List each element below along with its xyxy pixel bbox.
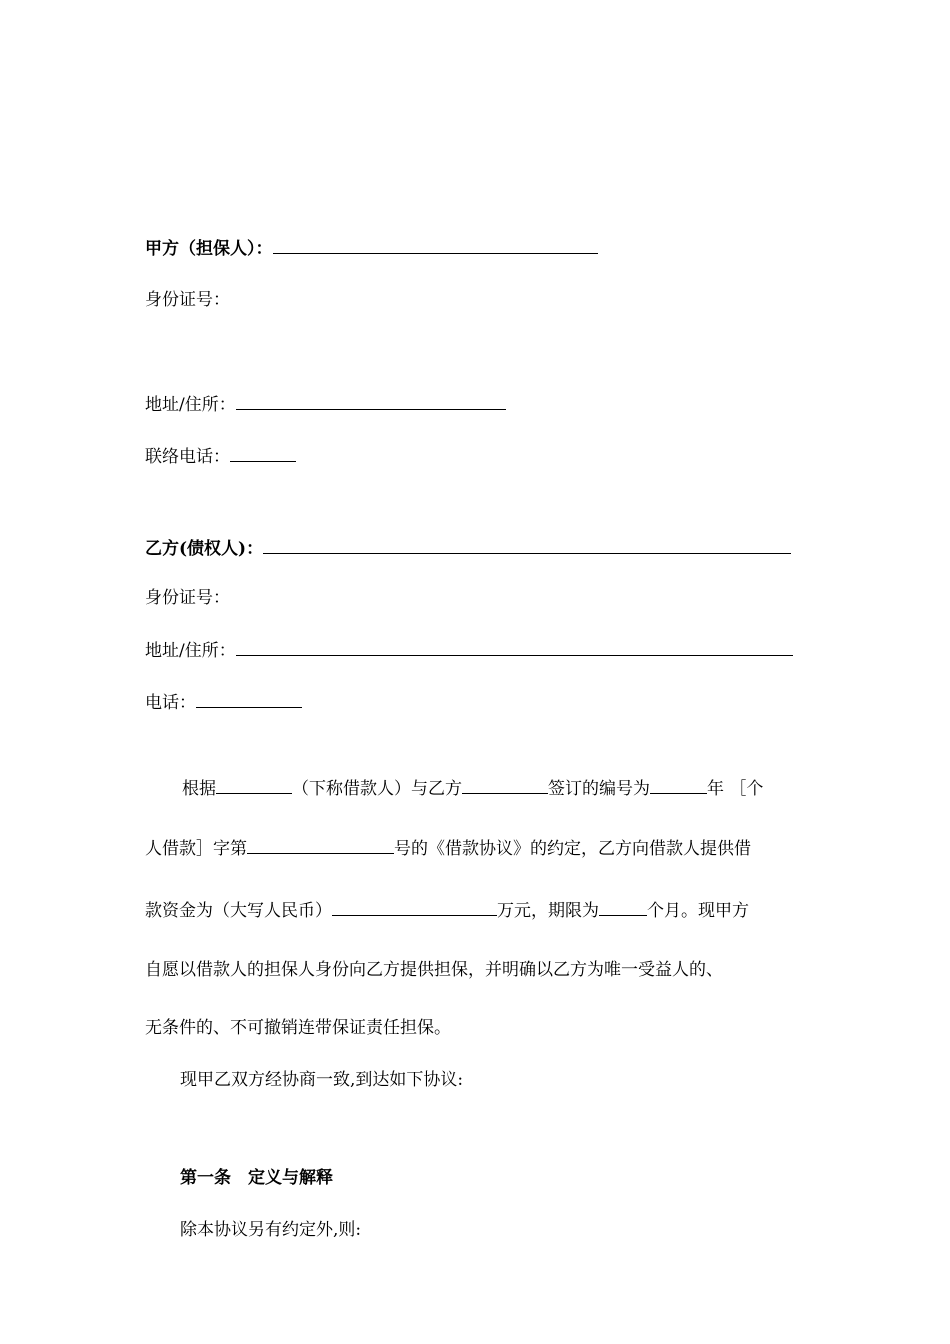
borrower-blank[interactable] bbox=[216, 776, 292, 794]
party-a-address-line bbox=[145, 392, 506, 417]
party-b-address-line bbox=[145, 638, 793, 663]
party-a-phone-line bbox=[145, 444, 296, 469]
preamble-text: 无条件的、不可撤销连带保证责任担保。 bbox=[145, 1018, 451, 1038]
party-a-line bbox=[145, 236, 598, 261]
preamble-line-1 bbox=[145, 776, 805, 801]
party-b-name-blank[interactable] bbox=[263, 536, 791, 554]
party-b-phone-label: 电话： bbox=[145, 693, 196, 713]
party-b-id-label: 身份证号： bbox=[145, 588, 230, 608]
article-1-title bbox=[180, 1166, 333, 1190]
preamble-line-4 bbox=[145, 958, 805, 982]
preamble-text: （下称借款人）与乙方 bbox=[292, 779, 462, 799]
preamble-text: 签订的编号为 bbox=[548, 779, 650, 799]
party-b-phone-blank[interactable] bbox=[196, 690, 302, 708]
preamble-text: 现甲乙双方经协商一致,到达如下协议: bbox=[180, 1070, 464, 1090]
party-a-id-label: 身份证号： bbox=[145, 290, 230, 310]
preamble-text: 个月。现甲方 bbox=[647, 901, 749, 921]
preamble-text: 款资金为（大写人民币） bbox=[145, 901, 332, 921]
article-1-text bbox=[180, 1218, 361, 1242]
preamble-text: 人借款］字第 bbox=[145, 839, 247, 859]
party-b-line bbox=[145, 536, 791, 561]
preamble-text: 号的《借款协议》的约定，乙方向借款人提供借 bbox=[394, 839, 751, 859]
party-a-phone-label: 联络电话： bbox=[145, 447, 230, 467]
party-b-phone-line bbox=[145, 690, 302, 715]
party-a-name-blank[interactable] bbox=[273, 236, 598, 254]
party-a-label: 甲方（担保人）： bbox=[145, 239, 273, 259]
preamble-line-3 bbox=[145, 898, 805, 923]
article-1-body-text: 除本协议另有约定外,则: bbox=[180, 1220, 362, 1240]
party-a-id-line bbox=[145, 288, 230, 312]
preamble-line-6 bbox=[180, 1068, 840, 1092]
preamble-text: 根据 bbox=[182, 779, 216, 799]
preamble-line-5 bbox=[145, 1016, 805, 1040]
party-a-address-label: 地址/住所： bbox=[145, 395, 236, 415]
party-a-address-blank[interactable] bbox=[236, 392, 506, 410]
contract-number-blank[interactable] bbox=[247, 836, 394, 854]
party-b-id-line bbox=[145, 586, 230, 610]
signing-party-blank[interactable] bbox=[462, 776, 548, 794]
party-b-label: 乙方(债权人)： bbox=[145, 539, 264, 559]
preamble-text: 自愿以借款人的担保人身份向乙方提供担保，并明确以乙方为唯一受益人的、 bbox=[145, 960, 723, 980]
party-b-address-label: 地址/住所： bbox=[145, 641, 236, 661]
loan-amount-blank[interactable] bbox=[332, 898, 497, 916]
preamble-text: 年 ［个 bbox=[707, 779, 764, 799]
preamble-line-2 bbox=[145, 836, 805, 861]
contract-year-blank[interactable] bbox=[650, 776, 707, 794]
preamble-text: 万元，期限为 bbox=[497, 901, 599, 921]
party-b-address-blank[interactable] bbox=[236, 638, 793, 656]
party-a-phone-blank[interactable] bbox=[230, 444, 296, 462]
loan-term-blank[interactable] bbox=[599, 898, 647, 916]
article-1-title-text: 第一条 定义与解释 bbox=[180, 1168, 333, 1188]
